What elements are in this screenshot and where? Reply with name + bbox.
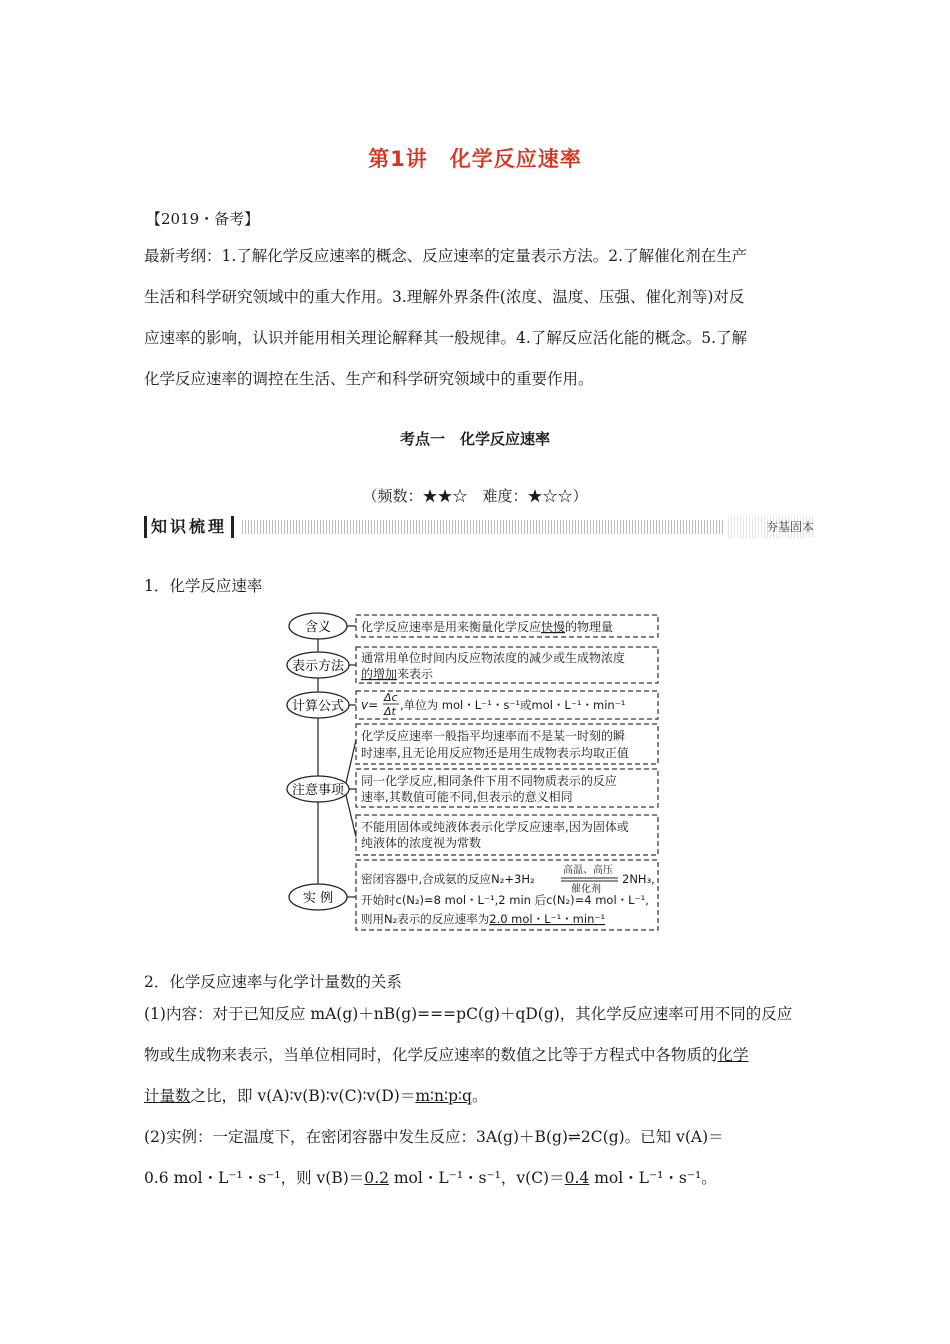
syllabus-line: 最新考纲：1.了解化学反应速率的概念、反应速率的定量表示方法。2.了解催化剂在生产	[144, 247, 748, 265]
s2-p1-line1: (1)内容：对于已知反应 mA(g)＋nB(g)===pC(g)＋qD(g)，其化学反应速率可用不同的反应	[144, 1005, 793, 1023]
section2-content	[144, 994, 814, 1199]
meaning-text: 化学反应速率是用来衡量化学反应快慢的物理量	[361, 620, 614, 634]
example-line1-pre: 密闭容器中,合成氨的反应N₂+3H₂	[361, 872, 535, 886]
banner-label: 知识梳理	[144, 516, 234, 538]
note2-line1: 同一化学反应,相同条件下用不同物质表示的反应	[361, 774, 617, 788]
note3-line2: 纯液体的浓度视为常数	[361, 836, 482, 850]
method-line2: 的增加来表示	[361, 667, 434, 681]
s2-p1-line2: 物或生成物来表示，当单位相同时，化学反应速率的数值之比等于方程式中各物质的化学	[144, 1046, 749, 1064]
page-title: 第1讲 化学反应速率	[368, 147, 582, 171]
svg-text:注意事项: 注意事项	[291, 783, 345, 798]
banner-stripe	[242, 520, 724, 534]
example-line2: 开始时c(N₂)=8 mol・L⁻¹,2 min 后c(N₂)=4 mol・L⁻¹,	[361, 893, 649, 907]
syllabus-line: 生活和科学研究领域中的重大作用。3.理解外界条件(浓度、温度、压强、催化剂等)对反	[144, 288, 745, 306]
banner-right-label: 夯基固本	[728, 516, 814, 538]
syllabus	[144, 236, 808, 400]
node-formula	[287, 692, 349, 718]
note1-line2: 时速率,且无论用反应物还是用生成物表示均取正值	[361, 746, 629, 760]
s2-p2-line2: 0.6 mol・L⁻¹・s⁻¹，则 v(B)＝0.2 mol・L⁻¹・s⁻¹，v(C)＝0.4 mol・L⁻¹・s⁻¹。	[144, 1169, 717, 1187]
frequency-difficulty: （频数：★★☆ 难度：★☆☆）	[362, 487, 588, 505]
syllabus-line: 应速率的影响，认识并能用相关理论解释其一般规律。4.了解反应活化能的概念。5.了解	[144, 329, 748, 347]
concept-diagram	[280, 605, 670, 935]
s2-p1-line3: 计量数之比，即 v(A)∶v(B)∶v(C)∶v(D)＝m∶n∶p∶q。	[144, 1087, 488, 1105]
example-line3: 则用N₂表示的反应速率为2.0 mol・L⁻¹・min⁻¹	[361, 912, 606, 926]
example-cond-bottom: 催化剂	[571, 884, 601, 895]
example-line1-post: 2NH₃,	[622, 872, 655, 886]
formula-v: v=	[361, 698, 379, 712]
node-example	[289, 884, 347, 910]
formula-numerator: Δc	[384, 691, 398, 704]
svg-text:计算公式: 计算公式	[291, 699, 345, 714]
formula-unit: ,单位为 mol・L⁻¹・s⁻¹或mol・L⁻¹・min⁻¹	[400, 698, 626, 712]
svg-text:表示方法: 表示方法	[291, 659, 345, 674]
s2-p2-line1: (2)实例：一定温度下，在密闭容器中发生反应：3A(g)＋B(g)⇌2C(g)。已知 v(A)＝	[144, 1128, 724, 1146]
exam-tag: 【2019・备考】	[146, 210, 260, 228]
section2-title: 2．化学反应速率与化学计量数的关系	[144, 973, 402, 991]
section-banner	[144, 516, 814, 538]
note3-line1: 不能用固体或纯液体表示化学反应速率,因为固体或	[361, 820, 629, 834]
note1-line1: 化学反应速率一般指平均速率而不是某一时刻的瞬	[361, 729, 626, 743]
svg-text:实 例: 实 例	[302, 891, 334, 906]
node-method	[287, 652, 349, 678]
syllabus-line: 化学反应速率的调控在生活、生产和科学研究领域中的重要作用。	[144, 370, 594, 388]
node-notes	[287, 776, 349, 802]
formula-denominator: Δt	[384, 705, 396, 718]
kaodian-title: 考点一 化学反应速率	[399, 430, 550, 448]
section1-title: 1．化学反应速率	[144, 577, 263, 595]
note2-line2: 速率,其数值可能不同,但表示的意义相同	[361, 790, 573, 804]
svg-text:含义: 含义	[304, 620, 332, 635]
method-line1: 通常用单位时间内反应物浓度的减少或生成物浓度	[361, 651, 626, 665]
example-cond-top: 高温、高压	[563, 865, 613, 876]
node-meaning	[289, 613, 347, 639]
